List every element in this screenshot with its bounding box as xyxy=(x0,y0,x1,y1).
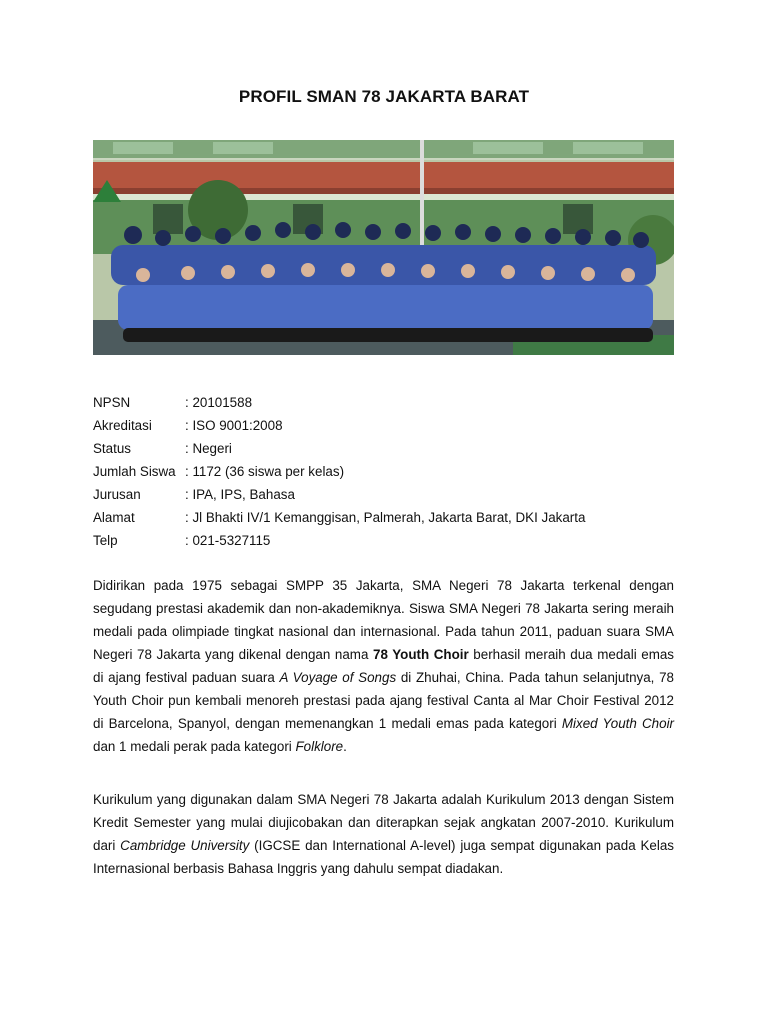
info-row-jumlah-siswa xyxy=(93,460,585,483)
info-row-jurusan xyxy=(93,483,585,506)
info-value: : 20101588 xyxy=(185,395,253,410)
festival-name: A Voyage of Songs xyxy=(279,670,397,685)
info-label: Akreditasi xyxy=(93,418,152,433)
info-value: : Negeri xyxy=(185,441,232,456)
info-row-telp xyxy=(93,529,585,552)
group-photo xyxy=(93,140,674,355)
info-label: Alamat xyxy=(93,510,135,525)
info-row-akreditasi xyxy=(93,414,585,437)
text-run: Didirikan pada 1975 sebagai SMPP 35 Jakarta, SMA Negeri 78 Jakarta terkenal dengan segudang prestasi akademik dan non-akademiknya. Siswa SMA Negeri 78 Jakarta sering meraih medali pada olimpiade tingkat nasional dan internasional. Pada tahun 2011, paduan suara SMA Negeri 78 Jakarta yang dikenal dengan nama xyxy=(93,578,674,662)
history-paragraph xyxy=(93,574,674,758)
text-run: (IGCSE dan International A-level) juga sempat digunakan pada Kelas Internasional berbasis Bahasa Inggris yang dahulu sempat diadakan. xyxy=(93,838,674,876)
info-row-npsn xyxy=(93,391,585,414)
info-value: : IPA, IPS, Bahasa xyxy=(185,487,295,502)
info-label: Jurusan xyxy=(93,487,141,502)
info-row-status xyxy=(93,437,585,460)
info-value: : 1172 (36 siswa per kelas) xyxy=(185,464,345,479)
university-name: Cambridge University xyxy=(120,838,250,853)
category-name: Folklore xyxy=(295,739,344,754)
text-run: di Zhuhai, China. Pada tahun selanjutnya, 78 Youth Choir pun kembali menoreh prestasi pada ajang festival Canta al Mar Choir Festival 2012 di Barcelona, Spanyol, dengan memenangkan 1 medali emas pada kategori xyxy=(93,670,674,731)
info-value: : ISO 9001:2008 xyxy=(185,418,283,433)
info-label: NPSN xyxy=(93,395,131,410)
school-info xyxy=(93,391,585,552)
info-label: Telp xyxy=(93,533,118,548)
category-name: Mixed Youth Choir xyxy=(561,716,675,731)
info-value: : 021-5327115 xyxy=(185,533,271,548)
text-run: . xyxy=(343,739,347,754)
text-run: berhasil meraih dua medali emas di ajang festival paduan suara xyxy=(93,647,674,685)
info-label: Jumlah Siswa xyxy=(93,464,176,479)
text-run: dan 1 medali perak pada kategori xyxy=(93,739,296,754)
page-title: PROFIL SMAN 78 JAKARTA BARAT xyxy=(238,87,530,106)
choir-name: 78 Youth Choir xyxy=(373,647,469,662)
curriculum-paragraph xyxy=(93,788,674,880)
info-label: Status xyxy=(93,441,131,456)
text-run: Kurikulum yang digunakan dalam SMA Negeri 78 Jakarta adalah Kurikulum 2013 dengan Sistem Kredit Semester yang mulai diujicobakan dan diterapkan sejak angkatan 2007-2010. Kurikulum dari xyxy=(93,792,674,853)
info-row-alamat xyxy=(93,506,585,529)
info-value: : Jl Bhakti IV/1 Kemanggisan, Palmerah, Jakarta Barat, DKI Jakarta xyxy=(185,510,586,525)
